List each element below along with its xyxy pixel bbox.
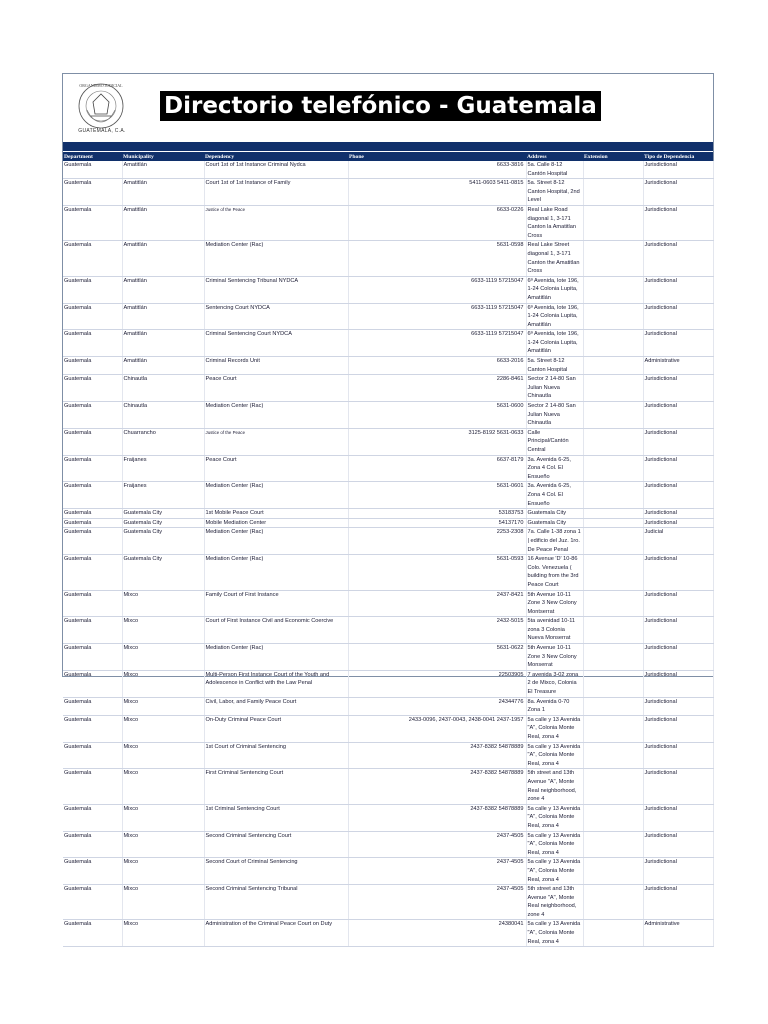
cell-type: Jurisdictional xyxy=(643,804,713,831)
cell-dependency: Court 1st of 1st Instance of Family xyxy=(204,179,348,206)
cell-dependency: Justice of the Peace xyxy=(204,205,348,240)
page-title: Directorio telefónico - Guatemala xyxy=(160,91,601,121)
cell-department: Guatemala xyxy=(63,482,122,509)
cell-department: Guatemala xyxy=(63,375,122,402)
cell-dependency: On-Duty Criminal Peace Court xyxy=(204,715,348,742)
table-row xyxy=(63,697,713,715)
cell-extension xyxy=(583,617,643,644)
cell-dependency: First Criminal Sentencing Court xyxy=(204,769,348,804)
cell-address: 5a calle y 13 Avenida "A", Colonia Monte Real, zona 4 xyxy=(526,742,583,769)
cell-extension xyxy=(583,276,643,303)
cell-extension xyxy=(583,831,643,858)
cell-address: 7 avenida 3-02 zona 2 de Mixco, Colonia El Treasure xyxy=(526,670,583,697)
cell-municipality: Guatemala City xyxy=(122,528,204,555)
table-row xyxy=(63,885,713,920)
seal-caption: GUATEMALA, C.A. xyxy=(78,128,126,134)
cell-department: Guatemala xyxy=(63,697,122,715)
table-row xyxy=(63,590,713,617)
table-row xyxy=(63,555,713,590)
cell-address: Real Lake Road diagonal 1, 3-171 Canton la Amatitlan Cross xyxy=(526,205,583,240)
cell-dependency: Civil, Labor, and Family Peace Court xyxy=(204,697,348,715)
cell-municipality: Mixco xyxy=(122,590,204,617)
cell-department: Guatemala xyxy=(63,428,122,455)
cell-municipality: Mixco xyxy=(122,715,204,742)
cell-extension xyxy=(583,179,643,206)
cell-address: 5th Avenue 10-11 Zone 3 New Colony Montserrat xyxy=(526,590,583,617)
cell-type: Jurisdictional xyxy=(643,241,713,276)
table-row xyxy=(63,920,713,947)
cell-address: 6ª Avenida, lote 196, 1-24 Colonia Lupita, Amatitlán xyxy=(526,303,583,330)
cell-type: Jurisdictional xyxy=(643,161,713,179)
cell-department: Guatemala xyxy=(63,509,122,519)
cell-phone: 24344776 xyxy=(348,697,526,715)
cell-address: 5a calle y 13 Avenida "A", Colonia Monte Real, zona 4 xyxy=(526,804,583,831)
cell-municipality: Amatitlán xyxy=(122,179,204,206)
cell-type: Jurisdictional xyxy=(643,428,713,455)
cell-phone: 2437-4505 xyxy=(348,858,526,885)
cell-dependency: Multi-Person First Instance Court of the Youth and Adolescence in Conflict with the Law Penal xyxy=(204,670,348,697)
cell-extension xyxy=(583,715,643,742)
col-header-department: Department xyxy=(63,152,122,161)
cell-type: Judicial xyxy=(643,528,713,555)
table-row xyxy=(63,804,713,831)
cell-municipality: Mixco xyxy=(122,617,204,644)
cell-phone: 2437-8382 54878889 xyxy=(348,804,526,831)
cell-phone: 2437-4505 xyxy=(348,831,526,858)
cell-address: 5a calle y 13 Avenida "A", Colonia Monte Real, zona 4 xyxy=(526,715,583,742)
cell-dependency: Mediation Center (Rac) xyxy=(204,402,348,429)
cell-address: 16 Avenue 'D' 10-86 Colo. Venezuela ( building from the 3rd Peace Court xyxy=(526,555,583,590)
cell-address: 5a calle y 13 Avenida "A", Colonia Monte Real, zona 4 xyxy=(526,858,583,885)
table-row xyxy=(63,455,713,482)
table-row xyxy=(63,241,713,276)
cell-type: Jurisdictional xyxy=(643,715,713,742)
cell-address: 5ta avenidad 10-11 zona 3 Colonia Nueva Monserrat xyxy=(526,617,583,644)
cell-department: Guatemala xyxy=(63,402,122,429)
cell-address: 8a. Avenida 0-70 Zona 1 xyxy=(526,697,583,715)
cell-address: Sector 2 14-80 San Julian Nueva Chinautla xyxy=(526,402,583,429)
table-row xyxy=(63,303,713,330)
directory-page xyxy=(62,73,714,945)
cell-dependency: 1st Court of Criminal Sentencing xyxy=(204,742,348,769)
cell-municipality: Chinautla xyxy=(122,402,204,429)
cell-municipality: Mixco xyxy=(122,804,204,831)
cell-municipality: Amatitlán xyxy=(122,205,204,240)
cell-municipality: Chuarrancho xyxy=(122,428,204,455)
cell-type: Jurisdictional xyxy=(643,482,713,509)
cell-dependency: Court 1st of 1st Instance Criminal Nydca xyxy=(204,161,348,179)
cell-type: Jurisdictional xyxy=(643,590,713,617)
cell-dependency: Administration of the Criminal Peace Court on Duty xyxy=(204,920,348,947)
cell-department: Guatemala xyxy=(63,769,122,804)
table-row xyxy=(63,402,713,429)
cell-department: Guatemala xyxy=(63,528,122,555)
cell-extension xyxy=(583,920,643,947)
cell-phone: 6633-2016 xyxy=(348,357,526,375)
cell-dependency: Mobile Mediation Center xyxy=(204,518,348,528)
table-row xyxy=(63,161,713,179)
cell-address: 7a. Calle 1-38 zona 1 | edificio del Juz. 1ro. De Peace Penal xyxy=(526,528,583,555)
cell-department: Guatemala xyxy=(63,179,122,206)
cell-municipality: Amatitlán xyxy=(122,357,204,375)
cell-type: Jurisdictional xyxy=(643,402,713,429)
cell-department: Guatemala xyxy=(63,276,122,303)
cell-extension xyxy=(583,670,643,697)
col-header-address: Address xyxy=(526,152,583,161)
cell-type: Jurisdictional xyxy=(643,885,713,920)
cell-phone: 5411-0603 5411-0815 xyxy=(348,179,526,206)
cell-department: Guatemala xyxy=(63,617,122,644)
cell-type: Jurisdictional xyxy=(643,617,713,644)
cell-dependency: 1st Mobile Peace Court xyxy=(204,509,348,519)
cell-type: Jurisdictional xyxy=(643,276,713,303)
cell-phone: 54137170 xyxy=(348,518,526,528)
cell-department: Guatemala xyxy=(63,303,122,330)
table-row xyxy=(63,357,713,375)
cell-dependency: Second Criminal Sentencing Tribunal xyxy=(204,885,348,920)
cell-extension xyxy=(583,375,643,402)
cell-extension xyxy=(583,518,643,528)
cell-municipality: Fraijanes xyxy=(122,482,204,509)
svg-text:ORGANISMO JUDICIAL: ORGANISMO JUDICIAL xyxy=(79,83,123,88)
table-row xyxy=(63,858,713,885)
cell-dependency: Mediation Center (Rac) xyxy=(204,241,348,276)
table-row xyxy=(63,617,713,644)
cell-department: Guatemala xyxy=(63,920,122,947)
table-row xyxy=(63,742,713,769)
cell-type: Jurisdictional xyxy=(643,509,713,519)
table-row xyxy=(63,831,713,858)
cell-municipality: Mixco xyxy=(122,858,204,885)
cell-phone: 6633-1119 57215047 xyxy=(348,330,526,357)
col-header-extension: Extension xyxy=(583,152,643,161)
cell-municipality: Mixco xyxy=(122,697,204,715)
cell-municipality: Mixco xyxy=(122,742,204,769)
cell-type: Jurisdictional xyxy=(643,518,713,528)
cell-municipality: Mixco xyxy=(122,644,204,671)
table-row xyxy=(63,528,713,555)
cell-dependency: Family Court of First Instance xyxy=(204,590,348,617)
cell-phone: 2432-5015 xyxy=(348,617,526,644)
cell-extension xyxy=(583,161,643,179)
cell-department: Guatemala xyxy=(63,330,122,357)
cell-extension xyxy=(583,357,643,375)
cell-department: Guatemala xyxy=(63,885,122,920)
table-header-row xyxy=(63,152,713,161)
cell-phone: 2437-8382 54878889 xyxy=(348,769,526,804)
cell-phone: 24380041 xyxy=(348,920,526,947)
cell-department: Guatemala xyxy=(63,455,122,482)
cell-type: Jurisdictional xyxy=(643,831,713,858)
cell-municipality: Amatitlán xyxy=(122,330,204,357)
cell-department: Guatemala xyxy=(63,590,122,617)
cell-type: Jurisdictional xyxy=(643,455,713,482)
table-row xyxy=(63,644,713,671)
table-row xyxy=(63,509,713,519)
cell-extension xyxy=(583,455,643,482)
cell-address: Sector 2 14-80 San Julian Nueva Chinautla xyxy=(526,375,583,402)
cell-type: Jurisdictional xyxy=(643,555,713,590)
cell-extension xyxy=(583,644,643,671)
table-row xyxy=(63,375,713,402)
cell-extension xyxy=(583,205,643,240)
cell-extension xyxy=(583,555,643,590)
cell-phone: 6633-3816 xyxy=(348,161,526,179)
cell-address: 5th street and 13th Avenue "A", Monte Real neighborhood, zone 4 xyxy=(526,769,583,804)
cell-extension xyxy=(583,482,643,509)
cell-municipality: Mixco xyxy=(122,920,204,947)
cell-address: 6ª Avenida, lote 196, 1-24 Colonia Lupita, Amatitlán xyxy=(526,276,583,303)
table-row xyxy=(63,715,713,742)
cell-dependency: Mediation Center (Rac) xyxy=(204,482,348,509)
cell-extension xyxy=(583,528,643,555)
cell-phone: 22503905 xyxy=(348,670,526,697)
cell-phone: 2433-0096, 2437-0043, 2438-0041 2437-1957 xyxy=(348,715,526,742)
cell-extension xyxy=(583,742,643,769)
cell-department: Guatemala xyxy=(63,205,122,240)
cell-type: Jurisdictional xyxy=(643,858,713,885)
cell-phone: 5631-0601 xyxy=(348,482,526,509)
cell-extension xyxy=(583,804,643,831)
cell-municipality: Amatitlán xyxy=(122,303,204,330)
table-row xyxy=(63,276,713,303)
cell-address: Real Lake Street diagonal 1, 3-171 Canton the Amatitlan Cross xyxy=(526,241,583,276)
cell-dependency: Justice of the Peace xyxy=(204,428,348,455)
cell-dependency: Second Criminal Sentencing Court xyxy=(204,831,348,858)
cell-department: Guatemala xyxy=(63,357,122,375)
cell-extension xyxy=(583,402,643,429)
cell-phone: 5631-0593 xyxy=(348,555,526,590)
cell-phone: 6633-1119 57215047 xyxy=(348,276,526,303)
phone-directory-table xyxy=(63,152,714,947)
cell-phone: 53183753 xyxy=(348,509,526,519)
cell-municipality: Mixco xyxy=(122,885,204,920)
cell-address: 6ª Avenida, lote 196, 1-24 Colonia Lupita, Amatitlán xyxy=(526,330,583,357)
cell-dependency: Mediation Center (Rac) xyxy=(204,528,348,555)
cell-municipality: Guatemala City xyxy=(122,518,204,528)
col-header-dependency: Dependency xyxy=(204,152,348,161)
cell-type: Jurisdictional xyxy=(643,303,713,330)
table-row xyxy=(63,482,713,509)
cell-phone: 2437-4505 xyxy=(348,885,526,920)
col-header-municipality: Municipality xyxy=(122,152,204,161)
cell-extension xyxy=(583,697,643,715)
table-row xyxy=(63,205,713,240)
cell-municipality: Fraijanes xyxy=(122,455,204,482)
cell-department: Guatemala xyxy=(63,241,122,276)
cell-phone: 5631-0598 xyxy=(348,241,526,276)
cell-address: 5a. Calle 8-12 Cantón Hospital xyxy=(526,161,583,179)
cell-phone: 2437-8421 xyxy=(348,590,526,617)
cell-address: Calle Principal/Cantón Central xyxy=(526,428,583,455)
cell-type: Jurisdictional xyxy=(643,179,713,206)
cell-type: Jurisdictional xyxy=(643,330,713,357)
cell-type: Jurisdictional xyxy=(643,697,713,715)
cell-municipality: Mixco xyxy=(122,831,204,858)
cell-phone: 6633-1119 57215047 xyxy=(348,303,526,330)
table-row xyxy=(63,179,713,206)
title-rule xyxy=(63,142,713,151)
cell-type: Jurisdictional xyxy=(643,742,713,769)
cell-dependency: Mediation Center (Rac) xyxy=(204,555,348,590)
cell-address: 5a. Street 8-12 Canton Hospital xyxy=(526,357,583,375)
table-row xyxy=(63,769,713,804)
col-header-phone: Phone xyxy=(348,152,526,161)
cell-department: Guatemala xyxy=(63,555,122,590)
cell-municipality: Amatitlán xyxy=(122,161,204,179)
cell-municipality: Mixco xyxy=(122,670,204,697)
cell-address: 5a. Street 8-12 Canton Hospital, 2nd Level xyxy=(526,179,583,206)
cell-address: 5th Avenue 10-11 Zone 3 New Colony Monserrat xyxy=(526,644,583,671)
cell-type: Jurisdictional xyxy=(643,769,713,804)
cell-type: Jurisdictional xyxy=(643,670,713,697)
cell-extension xyxy=(583,241,643,276)
cell-department: Guatemala xyxy=(63,742,122,769)
cell-address: 3a. Avenida 6-25, Zona 4 Col. El Ensueño xyxy=(526,482,583,509)
cell-type: Jurisdictional xyxy=(643,644,713,671)
cell-extension xyxy=(583,428,643,455)
cell-department: Guatemala xyxy=(63,518,122,528)
cell-dependency: Second Court of Criminal Sentencing xyxy=(204,858,348,885)
cell-type: Jurisdictional xyxy=(643,375,713,402)
cell-phone: 2253-2308 xyxy=(348,528,526,555)
cell-address: 5th street and 13th Avenue "A", Monte Real neighborhood, zone 4 xyxy=(526,885,583,920)
cell-department: Guatemala xyxy=(63,161,122,179)
cell-type: Administrative xyxy=(643,357,713,375)
cell-extension xyxy=(583,858,643,885)
page-header xyxy=(63,74,713,142)
cell-department: Guatemala xyxy=(63,831,122,858)
cell-municipality: Guatemala City xyxy=(122,555,204,590)
cell-dependency: Mediation Center (Rac) xyxy=(204,644,348,671)
cell-dependency: 1st Criminal Sentencing Court xyxy=(204,804,348,831)
cell-address: Guatemala City xyxy=(526,509,583,519)
cell-extension xyxy=(583,330,643,357)
cell-address: 5a calle y 13 Avenida "A", Colonia Monte Real, zona 4 xyxy=(526,920,583,947)
cell-phone: 6633-0226 xyxy=(348,205,526,240)
cell-phone: 5631-0600 xyxy=(348,402,526,429)
table-row xyxy=(63,330,713,357)
cell-dependency: Peace Court xyxy=(204,455,348,482)
cell-type: Jurisdictional xyxy=(643,205,713,240)
cell-address: 5a calle y 13 Avenida "A", Colonia Monte Real, zona 4 xyxy=(526,831,583,858)
cell-extension xyxy=(583,885,643,920)
cell-phone: 6637-8179 xyxy=(348,455,526,482)
cell-department: Guatemala xyxy=(63,804,122,831)
cell-dependency: Criminal Records Unit xyxy=(204,357,348,375)
col-header-type: Tipo de Dependencia xyxy=(643,152,713,161)
cell-dependency: Peace Court xyxy=(204,375,348,402)
cell-municipality: Amatitlán xyxy=(122,276,204,303)
cell-address: Guatemala City xyxy=(526,518,583,528)
cell-dependency: Criminal Sentencing Court NYDCA xyxy=(204,330,348,357)
cell-dependency: Criminal Sentencing Tribunal NYDCA xyxy=(204,276,348,303)
cell-extension xyxy=(583,590,643,617)
table-row xyxy=(63,518,713,528)
cell-department: Guatemala xyxy=(63,858,122,885)
cell-phone: 2286-8461 xyxy=(348,375,526,402)
cell-department: Guatemala xyxy=(63,670,122,697)
cell-department: Guatemala xyxy=(63,644,122,671)
cell-phone: 5631-0622 xyxy=(348,644,526,671)
cell-extension xyxy=(583,769,643,804)
table-row xyxy=(63,428,713,455)
cell-phone: 3125-8192 5631-0633 xyxy=(348,428,526,455)
cell-dependency: Court of First Instance Civil and Economic Coercive xyxy=(204,617,348,644)
cell-extension xyxy=(583,509,643,519)
cell-extension xyxy=(583,303,643,330)
cell-municipality: Chinautla xyxy=(122,375,204,402)
cell-municipality: Amatitlán xyxy=(122,241,204,276)
cell-address: 3a. Avenida 6-25, Zona 4 Col. El Ensueño xyxy=(526,455,583,482)
cell-municipality: Guatemala City xyxy=(122,509,204,519)
table-row xyxy=(63,670,713,697)
cell-type: Administrative xyxy=(643,920,713,947)
cell-municipality: Mixco xyxy=(122,769,204,804)
cell-dependency: Sentencing Court NYDCA xyxy=(204,303,348,330)
cell-department: Guatemala xyxy=(63,715,122,742)
cell-phone: 2437-8382 54878889 xyxy=(348,742,526,769)
